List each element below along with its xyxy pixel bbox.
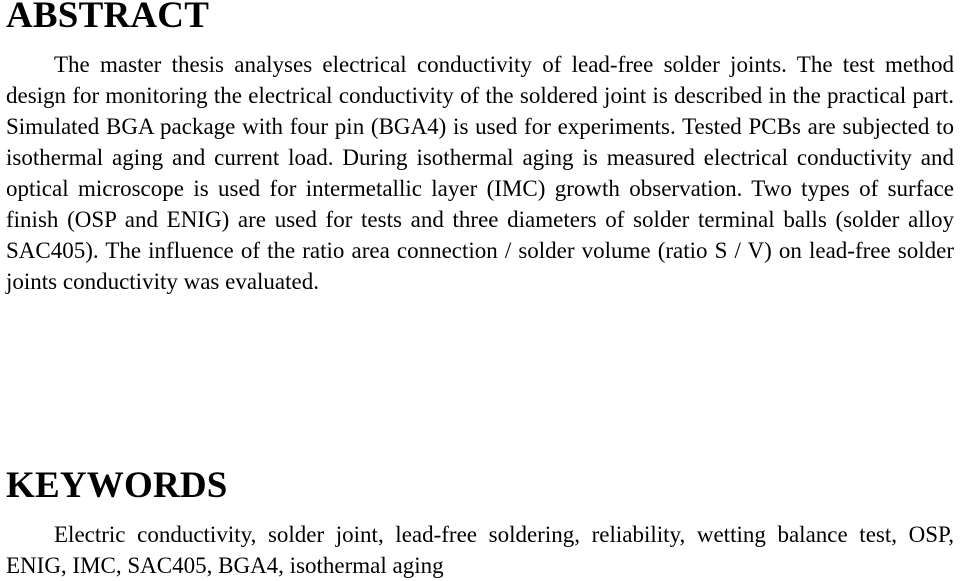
abstract-paragraph: The master thesis analyses electrical conductivity of lead-free solder joints. The test method design for monitoring the electrical conductivity of the soldered joint is described in the practical part. Simulated BGA package with four pin (BGA4) is used for experiments. Tested PCBs are subjected to isothermal aging and current load. During isothermal aging is measured electrical conductivity and optical microscope is used for intermetallic layer (IMC) growth observation. Two types of surface finish (OSP and ENIG) are used for tests and three diameters of solder terminal balls (solder alloy SAC405). The influence of the ratio area connection / solder volume (ratio S / V) on lead-free solder joints conductivity was evaluated. bbox=[6, 52, 954, 294]
abstract-heading: ABSTRACT bbox=[6, 0, 210, 36]
keywords-paragraph: Electric conductivity, solder joint, lead-free soldering, reliability, wetting balance test, OSP, ENIG, IMC, SAC405, BGA4, isothermal aging bbox=[6, 522, 954, 578]
keywords-heading: KEYWORDS bbox=[6, 465, 228, 506]
